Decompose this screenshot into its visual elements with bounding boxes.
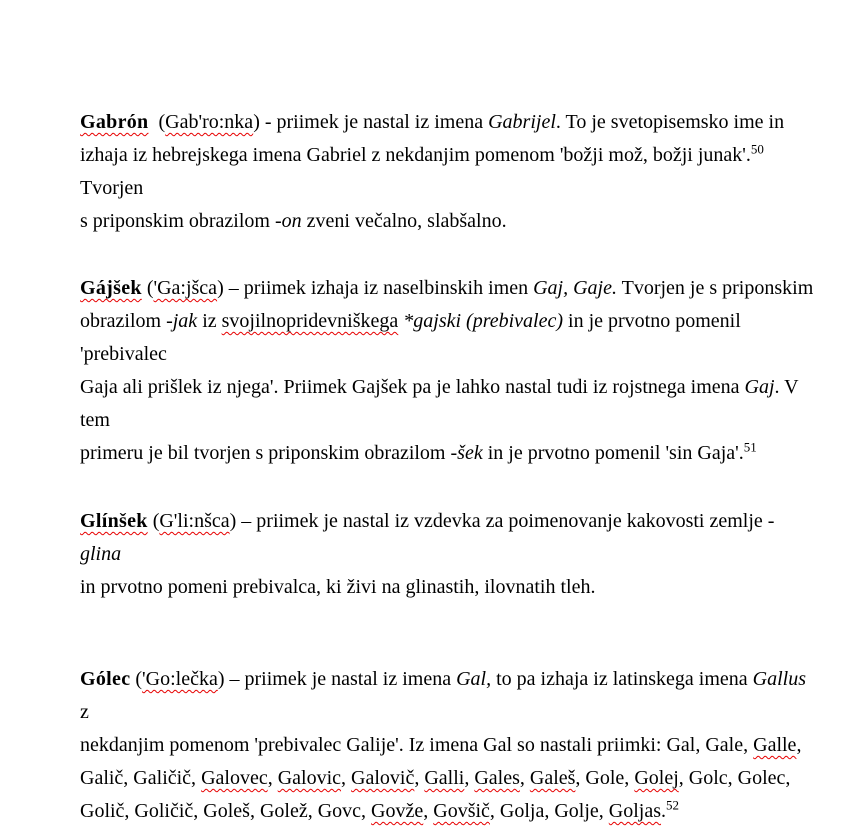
text-run: . V tem — [80, 376, 804, 431]
text-line — [80, 437, 816, 470]
text-run: izhaja iz hebrejskega imena Gabriel z nekdanjim pomenom 'božji mož, božji junak'. — [80, 144, 751, 166]
misspelled-word: Glínšek — [80, 510, 148, 532]
text-line — [80, 571, 816, 604]
text-run: in je prvotno pomenil 'prebivalec — [80, 310, 746, 365]
text-run: ) – priimek je nastal iz vzdevka za poimenovanje kakovosti zemlje - — [229, 510, 780, 532]
text-run: nekdanjim pomenom 'prebivalec Galije'. Iz imena Gal so nastali priimki: Gal, Gale, — [80, 734, 754, 756]
text-line — [80, 106, 816, 139]
text-run: , Golja, Golje, — [489, 800, 609, 822]
text-run: ( — [148, 111, 166, 133]
text-run: , Golc, Golec, — [678, 767, 791, 789]
misspelled-word: G'li:nšca — [159, 510, 230, 532]
text-run: Gallus — [752, 668, 807, 690]
text-line — [80, 505, 816, 571]
misspelled-word: Govže — [371, 800, 424, 822]
misspelled-word: svojilnopridevniškega — [221, 310, 399, 332]
text-run: ) - priimek je nastal iz imena — [253, 111, 489, 133]
text-line — [80, 795, 816, 828]
footnote-reference: 51 — [743, 439, 757, 455]
text-line — [80, 762, 816, 795]
misspelled-word: Galovec — [201, 767, 268, 789]
text-run: ) – priimek izhaja iz naselbinskih imen — [217, 277, 534, 299]
text-run: , — [341, 767, 352, 789]
text-run: Gal, — [456, 668, 492, 690]
text-line — [80, 205, 816, 238]
entry-golec — [80, 663, 816, 828]
misspelled-word: Goljas — [608, 800, 662, 822]
misspelled-word: Gabrón — [80, 111, 149, 133]
text-run: *gajski (prebivalec) — [403, 310, 564, 332]
text-line — [80, 139, 816, 205]
text-run: Gaj, Gaje. — [533, 277, 617, 299]
text-run: . To je svetopisemsko ime in — [555, 111, 785, 133]
misspelled-word: Galovič — [351, 767, 415, 789]
text-run: , — [796, 734, 802, 756]
misspelled-word: Galovic — [277, 767, 342, 789]
text-run: ( — [147, 510, 160, 532]
text-line — [80, 371, 816, 437]
text-line — [80, 729, 816, 762]
text-run: Gabrijel — [488, 111, 556, 133]
text-run: z — [80, 668, 812, 723]
misspelled-word: Galli — [424, 767, 465, 789]
text-run: iz — [197, 310, 222, 332]
text-run: , — [423, 800, 434, 822]
text-run: ( — [141, 277, 154, 299]
text-run: zveni večalno, slabšalno. — [301, 210, 507, 232]
text-run: Gaj — [744, 376, 775, 398]
text-line — [80, 272, 816, 305]
misspelled-word: Govšič — [433, 800, 490, 822]
text-run: -šek — [450, 442, 483, 464]
text-line — [80, 663, 816, 729]
entry-gajsek — [80, 272, 816, 470]
text-run: Gaja ali prišlek iz njega'. Priimek Gajšek pa je lahko nastal tudi iz rojstnega imena — [80, 376, 745, 398]
text-run: to pa izhaja iz latinskega imena — [491, 668, 753, 690]
footnote-reference: 50 — [750, 141, 764, 157]
misspelled-word: Gales — [474, 767, 520, 789]
text-run: ( — [130, 668, 143, 690]
footnote-reference: 52 — [666, 797, 680, 813]
text-run: -on — [274, 210, 302, 232]
misspelled-word: Galle — [753, 734, 797, 756]
misspelled-word: Gab'ro:nka — [165, 111, 254, 133]
text-run: s priponskim obrazilom — [80, 210, 275, 232]
misspelled-word: Golej — [634, 767, 679, 789]
text-run: Tvorjen — [80, 144, 769, 199]
text-run: Golič, Goličič, Goleš, Golež, Govc, — [80, 800, 372, 822]
text-run: , Gole, — [575, 767, 635, 789]
misspelled-word: Galeš — [529, 767, 576, 789]
text-run: obrazilom — [80, 310, 167, 332]
text-run: glina — [80, 543, 122, 565]
text-run: Tvorjen je s priponskim — [616, 277, 814, 299]
text-run: ) – priimek je nastal iz imena — [217, 668, 457, 690]
text-run: , — [519, 767, 530, 789]
text-run: primeru je bil tvorjen s priponskim obrazilom — [80, 442, 451, 464]
misspelled-word: 'Go:lečka — [142, 668, 218, 690]
text-run: in je prvotno pomenil 'sin Gaja'. — [482, 442, 744, 464]
text-run: in prvotno pomeni prebivalca, ki živi na glinastih, ilovnatih tleh. — [80, 576, 596, 598]
text-run: . — [661, 800, 667, 822]
text-run: Galič, Galičič, — [80, 767, 202, 789]
entry-gabron — [80, 106, 816, 238]
misspelled-word: 'Ga:jšca — [153, 277, 218, 299]
text-run: , — [414, 767, 425, 789]
misspelled-word: Gájšek — [80, 277, 142, 299]
document-body — [80, 106, 816, 828]
entry-glinsek — [80, 505, 816, 604]
text-run: Gólec — [80, 668, 131, 690]
text-run: -jak — [166, 310, 198, 332]
text-run: , — [267, 767, 278, 789]
text-line — [80, 305, 816, 371]
text-run: , — [464, 767, 475, 789]
